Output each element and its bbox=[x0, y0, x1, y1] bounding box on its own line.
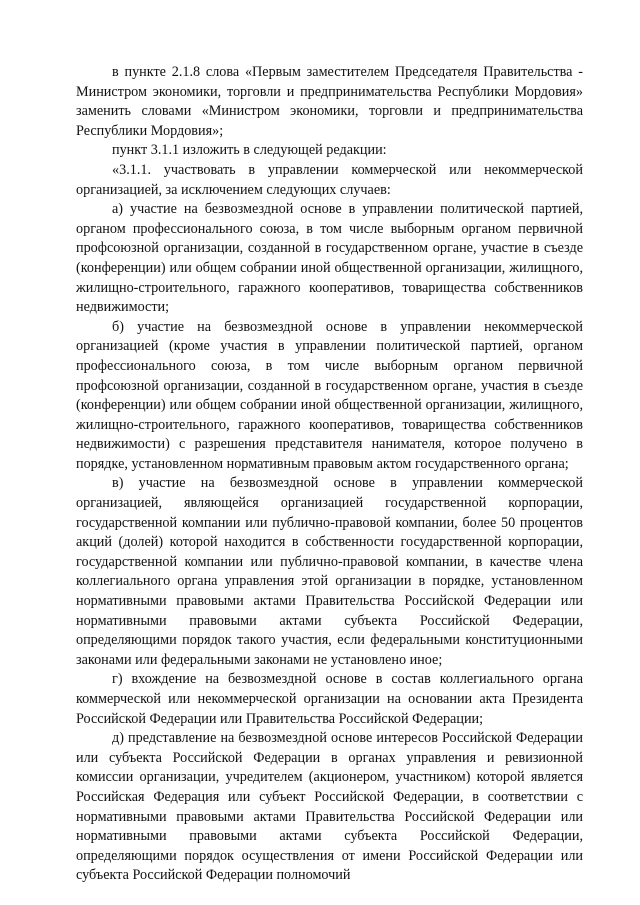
paragraph-item-3-1-1-intro: пункт 3.1.1 изложить в следующей редакции: bbox=[112, 142, 387, 159]
paragraph-item-2-1-8: в пункте 2.1.8 слова «Первым заместителем Председателя Правительства - Министром экономики, торговли и предпринимательства Республики Мордовия» заменить словами «Министром экономики, торговли и предпринимательства Республики Мордовия»; bbox=[76, 64, 583, 139]
paragraph-subitem-v: в) участие на безвозмездной основе в управлении коммерческой организацией, являющейся организацией государственной корпорации, государственной компании или публично-правовой компании, более 50 процентов акций (долей) которой находится в собственности государственной корпорации, государственной компании или публично-правовой компании, в качестве члена коллегиального органа управления этой организации в порядке, установленном нормативными правовыми актами Правительства Российской Федерации или нормативными правовыми актами субъекта Российской Федерации, определяющими порядок такого участия, если федеральными конституционными законами или федеральными законами не установлено иное; bbox=[76, 475, 583, 668]
paragraph-subitem-d: д) представление на безвозмездной основе интересов Российской Федерации или субъекта Российской Федерации в органах управления и ревизионной комиссии организации, учредителем (акционером, участником) которой является Российская Федерация или субъект Российской Федерации, в соответствии с нормативными правовыми актами Правительства Российской Федерации или нормативными правовыми актами субъекта Российской Федерации, определяющими порядок осуществления от имени Российской Федерации или субъекта Российской Федерации полномочий bbox=[76, 730, 583, 884]
paragraph-subitem-b: б) участие на безвозмездной основе в управлении некоммерческой организацией (кроме участия в управлении политической партией, органом профессионального союза, в том числе выборным органом первичной профсоюзной организации, созданной в государственном органе, участия в съезде (конференции) или общем собрании иной общественной организации, жилищного, жилищно-строительного, гаражного кооперативов, товарищества собственников недвижимости) с разрешения представителя нанимателя, которое получено в порядке, установленном нормативным правовым актом государственного органа; bbox=[76, 318, 583, 472]
document-page bbox=[76, 63, 583, 886]
paragraph-subitem-a: а) участие на безвозмездной основе в управлении политической партией, органом профессионального союза, в том числе выборным органом первичной профсоюзной организации, созданной в государственном органе, участие в съезде (конференции) или общем собрании иной общественной организации, жилищного, жилищно-строительного, гаражного кооперативов, товарищества собственников недвижимости; bbox=[76, 201, 583, 316]
paragraph-item-3-1-1: «3.1.1. участвовать в управлении коммерческой или некоммерческой организацией, за исключением следующих случаев: bbox=[76, 161, 583, 198]
paragraph-subitem-g: г) вхождение на безвозмездной основе в состав коллегиального органа коммерческой или некоммерческой организации на основании акта Президента Российской Федерации или Правительства Российской Федерации; bbox=[76, 671, 583, 727]
